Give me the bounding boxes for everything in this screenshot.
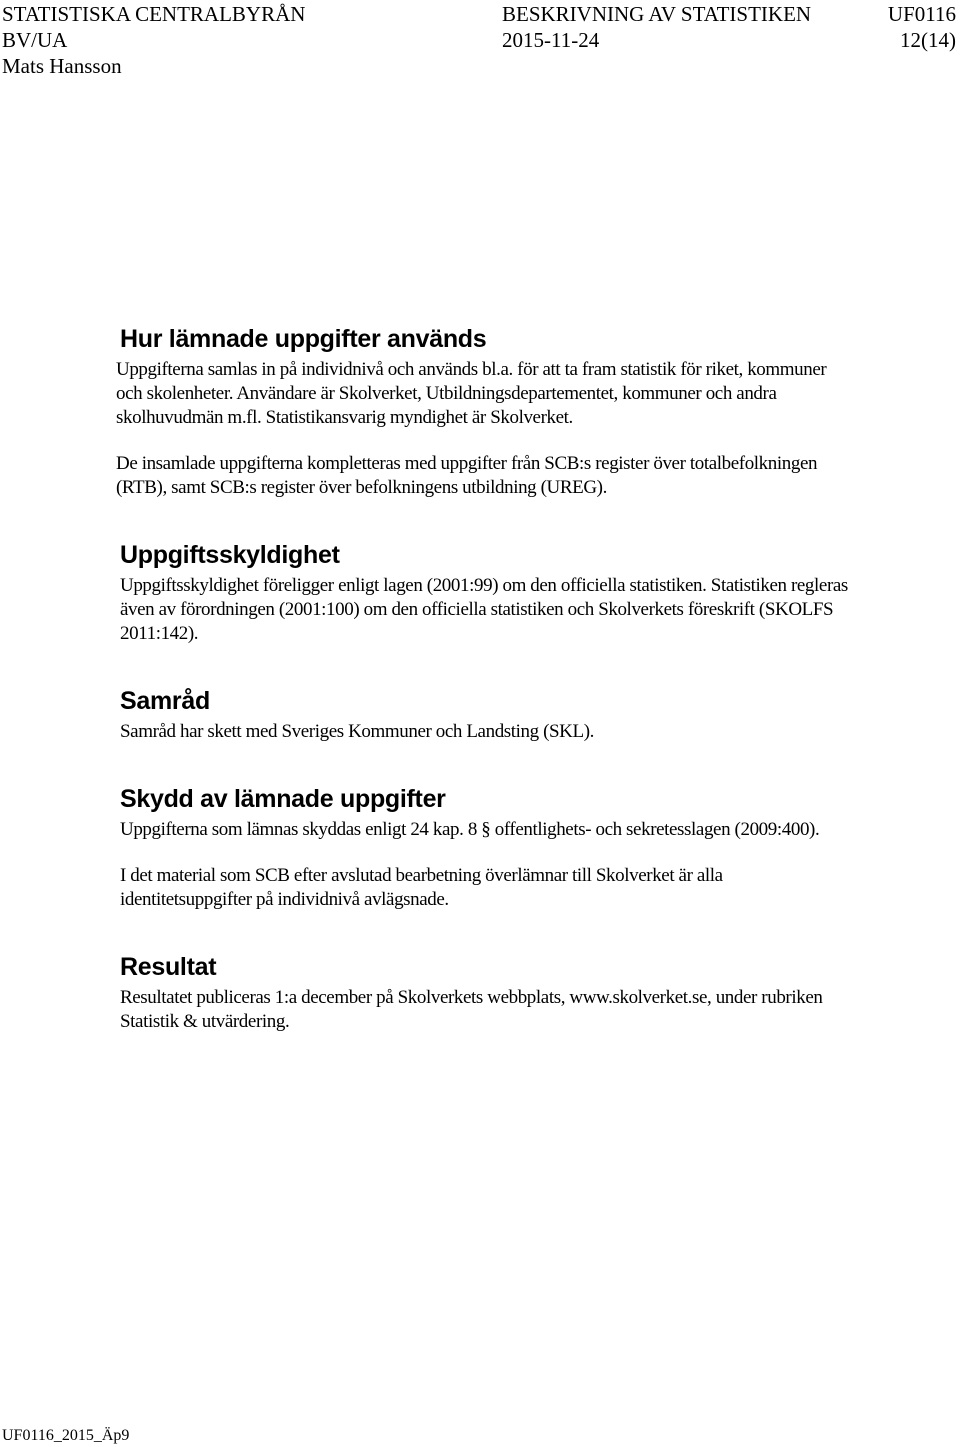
header-unit: BV/UA <box>2 28 68 52</box>
section-heading: Samråd <box>120 687 210 715</box>
document-body <box>116 324 856 1034</box>
header-author: Mats Hansson <box>2 54 122 78</box>
header-org: STATISTISKA CENTRALBYRÅN <box>2 2 306 26</box>
section-heading: Uppgiftsskyldighet <box>120 541 340 569</box>
header-doc-type: BESKRIVNING AV STATISTIKEN <box>502 2 812 26</box>
section-obligation <box>116 540 856 646</box>
section-heading: Resultat <box>120 953 217 981</box>
footer-file-id: UF0116_2015_Äp9 <box>2 1427 130 1444</box>
section-paragraph: Resultatet publiceras 1:a december på Skolverkets webbplats, www.skolverket.se, under rubriken Statistik & utvärdering. <box>120 987 823 1032</box>
section-consultation <box>116 686 856 744</box>
section-usage <box>116 324 856 500</box>
section-paragraph: I det material som SCB efter avslutad bearbetning överlämnar till Skolverket är alla identitetsuppgifter på individnivå avlägsnade. <box>120 865 723 910</box>
section-paragraph: Uppgifterna samlas in på individnivå och används bl.a. för att ta fram statistik för riket, kommuner och skolenheter. Användare är Skolverket, Utbildningsdepartementet, kommuner och andra skolhuvudmän m.fl. Statistikansvarig myndighet är Skolverket. <box>116 359 827 428</box>
section-paragraph: Uppgifterna som lämnas skyddas enligt 24 kap. 8 § offentlighets- och sekretesslagen (2009:400). <box>120 819 820 840</box>
section-paragraph: De insamlade uppgifterna kompletteras med uppgifter från SCB:s register över totalbefolkningen (RTB), samt SCB:s register över befolkningens utbildning (UREG). <box>116 453 818 498</box>
header-date: 2015-11-24 <box>502 28 600 52</box>
section-protection <box>116 784 856 912</box>
section-heading: Hur lämnade uppgifter används <box>120 325 487 353</box>
section-paragraph: Samråd har skett med Sveriges Kommuner och Landsting (SKL). <box>120 721 594 742</box>
header-doc-code: UF0116 <box>887 2 956 26</box>
section-results <box>116 952 856 1034</box>
section-heading: Skydd av lämnade uppgifter <box>120 785 446 813</box>
header-page-number: 12(14) <box>900 28 956 52</box>
section-paragraph: Uppgiftsskyldighet föreligger enligt lagen (2001:99) om den officiella statistiken. Statistiken regleras även av förordningen (2001:100) om den officiella statistiken och Skolverkets föreskrift (SKOLFS 2011:142). <box>120 575 848 644</box>
